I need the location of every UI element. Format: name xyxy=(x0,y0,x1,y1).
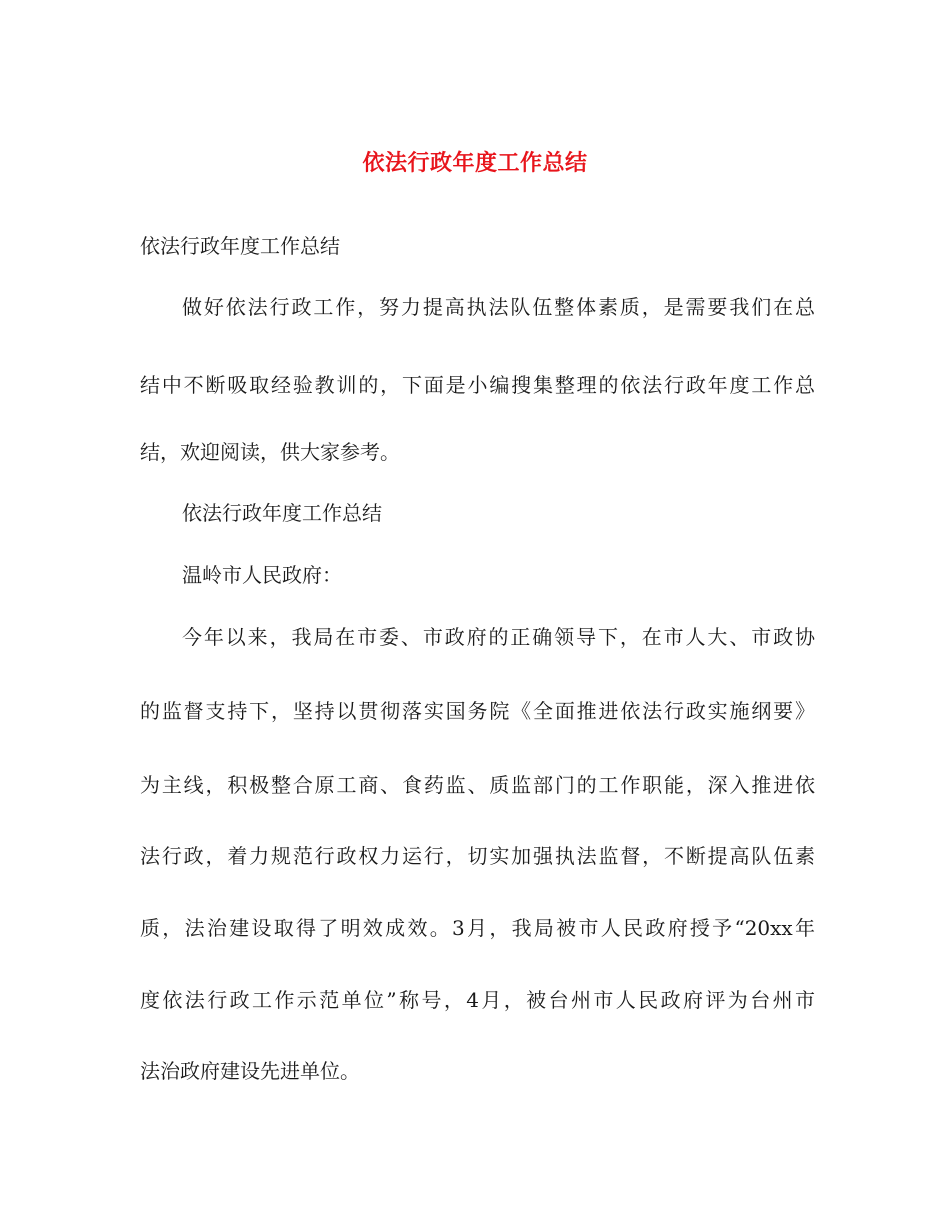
body-line: 质，法治建设取得了明效成效。3月，我局被市人民政府授予“20xx年 xyxy=(140,916,815,940)
document-title: 依法行政年度工作总结 xyxy=(362,150,588,176)
body-line: 今年以来，我局在市委、市政府的正确领导下，在市人大、市政协 xyxy=(182,625,815,649)
body-line: 法治政府建设先进单位。 xyxy=(140,1059,360,1083)
intro-line: 结中不断吸取经验教训的，下面是小编搜集整理的依法行政年度工作总 xyxy=(140,373,815,397)
body-line: 的监督支持下，坚持以贯彻落实国务院《全面推进依法行政实施纲要》 xyxy=(140,699,815,723)
body-line: 法行政，着力规范行政权力运行，切实加强执法监督，不断提高队伍素 xyxy=(140,844,815,868)
body-line: 为主线，积极整合原工商、食药监、质监部门的工作职能，深入推进依 xyxy=(140,773,815,797)
intro-line: 做好依法行政工作，努力提高执法队伍整体素质，是需要我们在总 xyxy=(182,295,815,319)
section-heading: 依法行政年度工作总结 xyxy=(182,501,382,525)
salutation: 温岭市人民政府： xyxy=(182,563,342,587)
document-subtitle: 依法行政年度工作总结 xyxy=(140,234,340,258)
intro-line: 结，欢迎阅读，供大家参考。 xyxy=(140,440,400,464)
body-line: 度依法行政工作示范单位”称号，4月，被台州市人民政府评为台州市 xyxy=(140,988,815,1012)
